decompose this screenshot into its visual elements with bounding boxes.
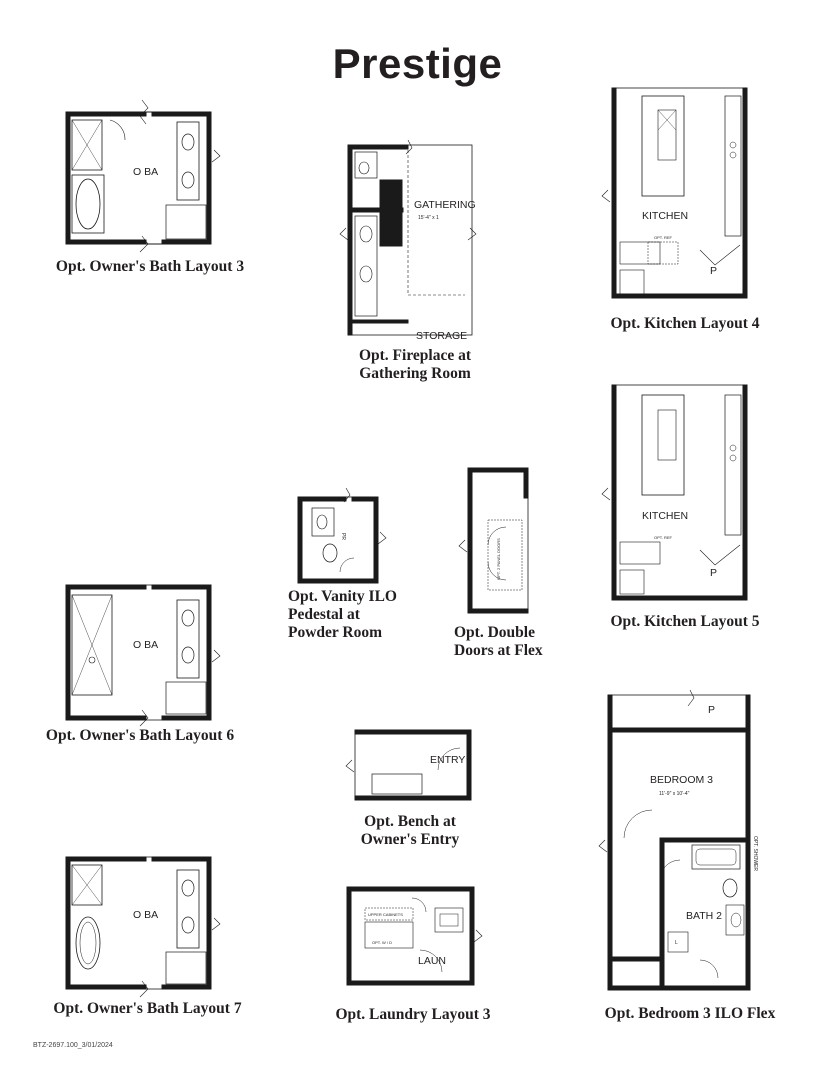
- bedroom3-pantry: P: [708, 704, 716, 716]
- entry-label: ENTRY: [430, 754, 466, 766]
- gathering-dimension: 15'-4" x 1: [418, 215, 439, 221]
- upper-cabinets-label: UPPER CABINETS: [368, 912, 403, 917]
- caption-fireplace-line1: Opt. Fireplace at: [358, 347, 472, 364]
- bedroom3-label: BEDROOM 3: [650, 774, 714, 786]
- gathering-label: GATHERING: [414, 199, 476, 211]
- fireplace-gathering-plan: [340, 140, 476, 335]
- storage-label: STORAGE: [416, 330, 468, 342]
- kitchen-layout-5-plan: [602, 385, 747, 600]
- double-doors-flex-plan: [459, 468, 528, 613]
- owners-bath-layout-6-plan: [66, 585, 220, 726]
- caption-fireplace: [330, 347, 500, 383]
- caption-bench-line1: Opt. Bench at: [364, 813, 456, 830]
- oba-label-7: O BA: [133, 909, 159, 921]
- caption-double-doors-line2: Doors at Flex: [454, 642, 543, 659]
- owners-bath-layout-7-plan: [66, 857, 220, 997]
- caption-double-doors: [444, 624, 574, 660]
- opt-wd-label: OPT. W / D: [372, 940, 392, 945]
- kitchen4-opt-ref: OPT. REF: [654, 235, 673, 240]
- powder-room-label: PR: [340, 533, 346, 540]
- caption-bedroom3-flex: Opt. Bedroom 3 ILO Flex: [604, 1005, 776, 1022]
- caption-vanity-line2: Pedestal at: [288, 606, 360, 623]
- kitchen-layout-4-plan: [602, 88, 747, 298]
- caption-owners-bath-layout-7: Opt. Owner's Bath Layout 7: [53, 1000, 242, 1017]
- laundry-label: LAUN: [418, 955, 447, 967]
- kitchen5-opt-ref: OPT. REF: [654, 535, 673, 540]
- caption-bench-line2: Owner's Entry: [360, 831, 460, 848]
- caption-owners-bath-layout-6: Opt. Owner's Bath Layout 6: [45, 727, 235, 744]
- caption-owners-bath-layout-3: Opt. Owner's Bath Layout 3: [55, 258, 245, 275]
- kitchen5-label: KITCHEN: [642, 510, 689, 522]
- page-title: Prestige: [332, 40, 503, 87]
- opt-shower-label: OPT. SHOWER: [752, 836, 758, 872]
- caption-laundry-layout-3: Opt. Laundry Layout 3: [335, 1006, 491, 1023]
- caption-vanity-line1: Opt. Vanity ILO: [288, 588, 397, 605]
- bedroom3-dimension: 11'-9" x 10'-4": [659, 791, 690, 797]
- caption-kitchen-layout-5: Opt. Kitchen Layout 5: [610, 613, 760, 630]
- laundry-layout-3-plan: [347, 887, 482, 985]
- oba-label-3: O BA: [133, 166, 159, 178]
- caption-vanity: [282, 588, 408, 642]
- oba-label-6: O BA: [133, 639, 159, 651]
- kitchen4-label: KITCHEN: [642, 210, 689, 222]
- caption-bench: [340, 813, 480, 849]
- caption-fireplace-line2: Gathering Room: [359, 365, 471, 382]
- caption-kitchen-layout-4: Opt. Kitchen Layout 4: [610, 315, 760, 332]
- caption-double-doors-line1: Opt. Double: [454, 624, 535, 641]
- caption-vanity-line3: Powder Room: [288, 624, 382, 641]
- linen-label: L: [675, 940, 678, 946]
- bath2-label: BATH 2: [686, 910, 722, 922]
- kitchen4-pantry: P: [710, 265, 718, 277]
- document-code: BTZ-2697.100_3/01/2024: [33, 1042, 113, 1049]
- kitchen5-pantry: P: [710, 567, 718, 579]
- flex-note: OPT. 2 PANEL DOORS: [496, 538, 501, 580]
